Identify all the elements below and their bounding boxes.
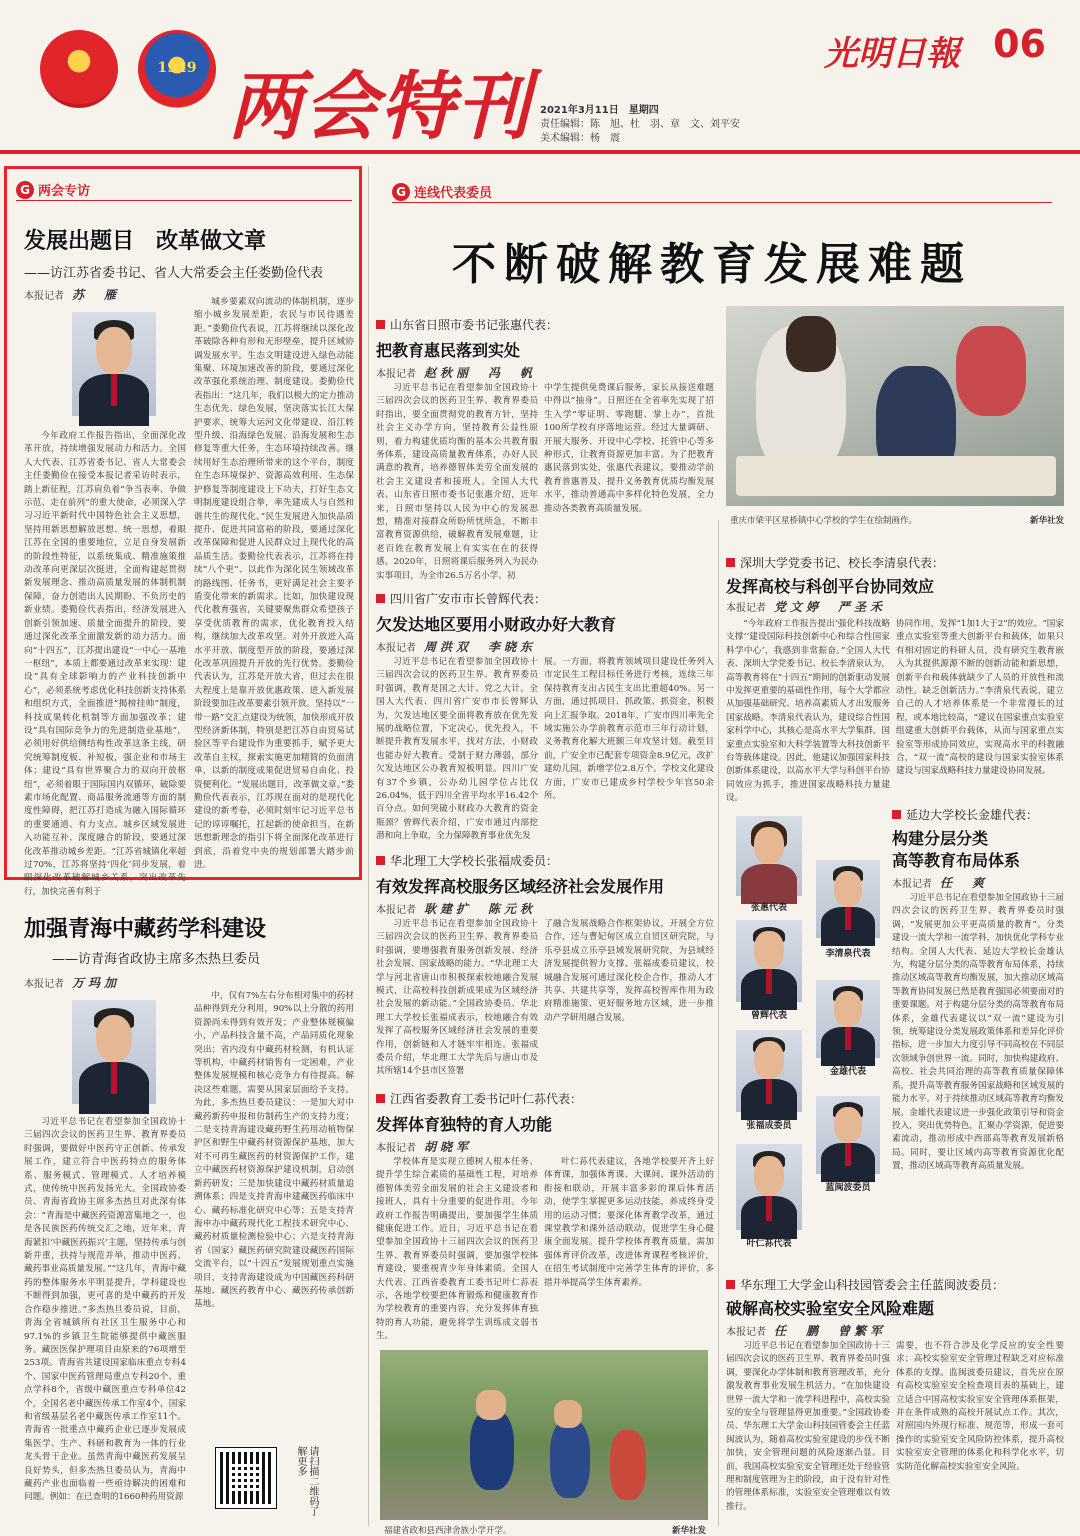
rep-name-caption: 曾辉代表 (750, 1011, 787, 1021)
newspaper-brand-logo: 光明日報 (824, 34, 960, 74)
rep-portrait-li-qingquan (816, 860, 880, 938)
article-title: 发展出题目 改革做文章 (24, 229, 267, 254)
national-emblem-icon (40, 30, 118, 108)
section-label-text: 连线代表委员 (414, 186, 493, 201)
portrait-photo (72, 312, 156, 416)
article-title: 把教育惠民落到实处 (376, 341, 521, 360)
article-body-column: 习近平总书记在看望参加全国政协十三届四次会议的医药卫生界、教育界委员时强调，要增强教育服务创新发展、经济社会发展、国家战略的能力。“华北理工大学与河北省唐山市积极探索校地融合发展模式，让高校科技创新成果成为区域经济社会发展的新动能。”全国政协委员、华北理工大学校长张福成表示，校地融合有效发挥了高校服务区域经济社会发展的重要作用，创新链和人才链牢牢相连。张福成委员介绍，华北理工大学先后与唐山市及其所辖14个县市区签署 (376, 919, 538, 1077)
masthead-rule (0, 150, 1080, 154)
article-title: 发挥高校与科创平台协同效应 (726, 577, 935, 596)
representative-label: 华东理工大学金山科技园管委会主任蓝闽波委员： (726, 1276, 1004, 1293)
qr-caption: 请扫描二维码了解更多 (295, 1446, 318, 1516)
responsible-editors: 责任编辑：陈 旭、杜 羽、章 文、刘平安 (540, 119, 740, 130)
article-body-column: 中学生提供免费课后服务，家长从接送难题中得以“抽身”。日照还在全省率先实现了招生入学“零证明、零跑腿、掌上办”，首批100所学校有序落地运营。经过大量调研、开展大服务、开设中心学校、托管中心等多种形式，让教育资源更加丰富。为了把教育惠民落到实处，张惠代表建议，要推动学前教育普惠普及、提升义务教育优质均衡发展水平，推动普通高中多样化特色发展，全力推动各类教育高质量发展。 (544, 383, 714, 514)
special-edition-title: 两会特刊 (228, 64, 532, 150)
article-body-column: 今年政府工作报告指出，全面深化改革开放，持续增强发展动力和活力。全国人大代表、江苏省委书记、省人大常委会主任娄勤俭在接受本报记者采访时表示，踏上新征程，江苏肩负着“争当表率、争做示范、走在前列”的重大使命，必须深入学习习近平新时代中国特色社会主义思想，坚持用新思想解放思想、统一思想，着眼江苏在全国的重要地位，立足自身发展新的阶段性特征，以系统集成、精准施策推动改革向更深层次挺进，全面构建起贯彻新发展理念、推动高质量发展的体制机制保障，奋力创造出人民期盼、不负历史的新业绩。娄勤俭代表指出，经济发展进入创新引领加速、质量全面提升的阶段，要通过深化改革全面激发新的动力活力。面向“十四五”，江苏提出建设“一中心一基地一枢纽”，本质上都要通过改革来实现：建设“具有全球影响力的产业科技创新中心”，必须系统考虑优化科技创新支持体系和组织方式，全面推进“揭榜挂帅”制度，科技成果转化机制等方面加强改革；建设“具有国际竞争力的先进制造业基地”，必须用好供给侧结构性改革这条主线，研究统筹制度板、补短板，强企业和市场主体；建设“具有世界聚合力的双向开放枢纽”，必须着眼于国际国内双循环，破除要素市场化配置、商品服务流通等方面的制度性障碍，把江苏打造成为融入国际循环的重要通道、有力支点。城乡区域发展进入功能互补、深度融合的阶段，要通过深化改革推动城乡差距。“江苏省城镇化率超过70%，江苏将坚持‘四化’同步发展，着眼深化改革破解城乡关系，突出改革先行，加快完善有利于 (24, 431, 186, 897)
article-body-column: 叶仁荪代表建议，各地学校要开齐上好体育课，加强体育课、大课间、课外活动的衔接和联动，开展丰富多彩的课后体育活动，使学生掌握更多运动技能，养成终身受用的运动习惯；要深化体育教学改革，通过课堂教学和课外活动联动，促进学生身心健康全面发展。提升学校体育教育质量，需加强体育评价改革，改进体育课程考核评价，在招生考试制度中完善学生体育的评价，多措并举提高学生体育素养。 (544, 1157, 714, 1288)
page-number: 06 (993, 22, 1046, 66)
section-label-text: 两会专访 (38, 184, 91, 199)
column-divider (718, 520, 719, 1526)
article-title: 有效发挥高校服务区域经济社会发展作用 (376, 877, 665, 896)
children-school-photo (380, 1350, 708, 1520)
representative-label: 延边大学校长金雄代表： (892, 806, 1038, 823)
photo-caption: 重庆市梁平区星桥镇中心学校的学生在绘制画作。 新华社发 (730, 516, 1064, 526)
art-editor: 美术编辑：杨 震 (540, 133, 620, 144)
article-title: 高等教育布局体系 (892, 851, 1021, 870)
article-body-column: 协同作用，发挥“1加1大于2”的效应。“国家重点实验室等重大创新平台和载体，如果只有相对固定的科研人员，没有研究生教育嵌入为其提供源源不断的创新动能和新思想，创新平台和载体就缺少了人员的开放性和流动性，缺乏创新活力。”李清泉代表说，建立自己的人才培养体系是一个非常漫长的过程，或本地比较高，“建议在国家重点实验室组建重大创新平台载体，从而与国家重点实验室等形成协同效应，实现高水平的科教融合，“双一流”高校的建设与国家实验室体系建设与国家战略科技力量建设协同发展。 (896, 619, 1064, 777)
article-body-column: 习近平总书记在看望参加全国政协十三届四次会议的医药卫生界、教育界委员时强调，“发展更加公平更高质量的教育”。分类建设一流大学和一流学科，加快优化学科专业结构。全国人大代表、延边大学校长金雄认为，构建分层分类的高等教育布局体系，持续推动区域高等教育均衡发展，加大推动区域高等教育协同发展已然是教育强国必须要面对的重要课题。对于构建分层分类的高等教育布局体系，金雄代表建议以“双一流”建设为引领，统筹建设分类发展政策体系和差异化评价指标，进一步加大力度引导不同高校在不同层次领域争创世界一流。同时，加快构建政府、高校、社会共同治理的高等教育质量保障体系，提升高等教育服务国家战略和区域发展的能力水平。对于持续推动区域高等教育均衡发展，金雄代表建议进一步强化政策引导和资金投入，突出优势特色，汇聚办学资源，促进要素流动，推动形成中西部高等教育发展新格局。同时，要让区域内高等教育资源优化配置，推动区域高等教育高质量发展。 (892, 893, 1064, 1172)
students-painting-photo (726, 306, 1064, 506)
article-byline: 本报记者 胡晓军 (376, 1140, 473, 1154)
article-title: 加强青海中藏药学科建设 (24, 917, 267, 942)
article-body-column: 了融合发展战略合作框架协议，开展全方位合作，还与曹妃甸区成立自贸区研究院，与乐亭县成立乐亭县域发展研究院，为县域经济发展提供智力支撑。张福成委员建议，校城融合发展可通过深化校企合作，推动人才共享、共建共享等，发挥高校智库作用为政府精准施策、更好服务地方区域，进一步推动产学研用融合发展。 (544, 919, 714, 1023)
rep-name-caption: 张惠代表 (750, 903, 787, 913)
rep-portrait-zhang-hui (736, 816, 802, 896)
rep-portrait-lan-minbo (816, 1096, 880, 1174)
representative-label: 江西省委教育工委书记叶仁荪代表： (376, 1090, 582, 1107)
article-byline: 本报记者 党文婷 严圣禾 (726, 600, 887, 614)
article-byline: 本报记者 苏 雁 (24, 288, 121, 302)
article-title: 欠发达地区要用小财政办好大教育 (376, 615, 617, 634)
article-title: 发挥体育独特的育人功能 (376, 1115, 553, 1134)
rep-name-caption: 张福成委员 (746, 1121, 792, 1131)
article-byline: 本报记者 赵秋丽 冯 帆 (376, 366, 537, 380)
representative-label: 深圳大学党委书记、校长李清泉代表： (726, 554, 944, 571)
article-body-column: 展。一方面，将教育领域项目建设任务列入市定民生工程目标任务进行考核，连续三年保持教育支出占民生支出比重超40%。另一方面，通过抓项目、抓政策、抓资金，积极向上汇报争取。2018年，广安市四川率先全域实施公办学前教育示范市三年行动计划，义务教育化解大班额三年攻坚计划。截至目前，广安全市已配套专项资金8.9亿元，改扩建幼儿园，新增学位2.8万个。学校文化建设方面，广安市已建成乡村学校少年宫50余所。 (544, 657, 714, 802)
section-label-reps (392, 182, 492, 201)
article-body-column: 中，仅有7%左右分布相对集中的药材品种得到充分利用，90%以上分散的药用资源尚未得到有效开发；产业整体规模偏小，产品科技含量不高，产品同质化现象突出；省内没有中藏药材检测，有机认证等机构，中藏药材销售有一定困难，产业整体发展规模和核心竞争力有待提高。解决这些难题，需要从国家层面给予支持。为此，多杰热旦委员建议：一是加大对中藏药新药申报和仿制药生产的支持力度；二是支持青海建设藏药野生药用动植物保护区和野生中藏药材资源保护基地，加大对不可再生藏医药的材资源保护工作，建立中藏医药材资源保护建设机制，启动创新药研发；三是加快建设中藏药材质量追溯体系；四是支持青海申建藏医药临床中心、藏药标准化研究中心等；五是支持青海申办中藏药现代化工程技术研究中心、藏药材质量检测检验中心；六是支持青海省（国家）藏医药研究院建设藏医药国际交流平台，以“十四五”发展规划重点实施项目，支持青海建设成为中国藏医药科研基地、藏医药教育中心、藏医药传承创新基地。 (194, 991, 354, 1310)
rep-name-caption: 叶仁荪代表 (746, 1239, 792, 1249)
rep-name-caption: 蓝闽波委员 (825, 1183, 871, 1193)
article-body-column: 习近平总书记在看望参加全国政协十三届四次会议的医药卫生界、教育界委员时强调，要做好中医药守正创新、传承发展工作，建立符合中医药特点的服务体系、服务模式、管理模式、人才培养模式，使传统中医药发扬光大。全国政协委员、青海省政协主席多杰热旦对此深有体会：“青海是中藏医药资源富集地之一，也是各民族医药传统交汇之地，近年来，青海紧扣‘中藏医药振兴’主题，坚持传承与创新并重，扶持与规范并举，推动中医药、藏药事业高质量发展。”“这几年，青海中藏药的整体服务水平明显提升，学科建设也不断得到加强，更可喜的是中藏药的开发合作稳步推进。”多杰热旦委员说，目前，青海全省城镇所有社区卫生服务中心和97.1%的乡镇卫生院能够提供中藏医服务。藏医医保护理项目由原来的76项增至253项。青海省共建设国家临床重点专科4个、国家中医药管理局重点专科20个、重点学科8个，省级中藏医重点专科单位42个，全国名老中藏医传承工作室4个，国家和省级基层名老中藏医传承工作室11个。青海省一批重点中藏药企业已逐步发展成集医学、生产、科研和教育为一体的行业龙头骨干企业。虽然青海中藏医药发展呈良好势头，但多杰热旦委员认为，青海中藏药产业也面临着一些亟待解决的困难和问题。例如：在已查明的1660种药用资源 (24, 1117, 186, 1503)
feature-main-title: 不断破解教育发展难题 (452, 239, 972, 290)
section-label-interview (16, 180, 90, 199)
article-title: 破解高校实验室安全风险难题 (726, 1299, 935, 1318)
edition-info (540, 104, 740, 146)
section-rule (16, 200, 352, 201)
qr-code[interactable] (216, 1448, 276, 1508)
article-body-column: 学校体育是实现立德树人根本任务、提升学生综合素质的基础性工程，对培养德智体美劳全面发展的社会主义建设者和接班人，具有十分重要的促进作用。今年政府工作报告明确提出，要加强学生体质健康促进工作。近日，习近平总书记在看望参加全国政协十三届四次会议的医药卫生界、教育界委员时强调，要加强学校体育建设，要重视青少年身体素质。全国人大代表、江西省委教育工委书记叶仁荪表示，各地学校要把体育锻炼和健康教育作为学校教育的重要内容，充分发挥体育独特的育人功能，避免将学生训练成文弱书生。 (376, 1157, 538, 1342)
column-divider (368, 166, 369, 1526)
rep-portrait-zhang-fucheng (736, 1030, 802, 1112)
section-rule (392, 202, 1052, 203)
article-body-column: 习近平总书记在看望参加全国政协十三届四次会议的医药卫生界、教育界委员时强调，教育是国之大计、党之大计。全国人大代表、四川省广安市市长曾辉认为，欠发达地区要全面将教育放在优先发展的战略位置，下定决心，优先投入，不断提升教育发展水平，找对方法，小财政也能办好大教育。受制于财力薄弱，部分欠发达地区公办教育短板明显。四川广安有37个乡镇，公办幼儿园学位占比仅26.04%，低于四川全省平均水平16.42个百分点。如何突破小财政办大教育的资金瓶颈？曾辉代表介绍，广安市通过内部挖潜和向上争取，全力保障教育事业优先发 (376, 657, 538, 842)
section-g-icon: G (392, 183, 410, 201)
rep-portrait-jin-xiong (816, 980, 880, 1058)
article-body-column: 城乡要素双向流动的体制机制，逐步缩小城乡发展差距，农民与市民待遇差距。”娄勤俭代表说，江苏将继续以深化改革破除各种有形和无形壁垒，提升区域协调发展水平。生态文明建设进入绿色动能集聚、环境加速改善的阶段，要通过深化改革强化系统治理、制度建设。娄勤俭代表指出：“这几年，我们以极大的定力推动生态优先、绿色发展，坚决落实长江大保护要求，统筹大运河文化带建设、沿江转型升级、沿海绿色发展、沿海发展和生态修复等重大任务，生态环境持续改善。继续用好生态治理所带来的这个平台，制度在生态环境保护、资源高效利用、生态保护修复等制度建设上下功夫，打好生态文明制度建设组合拳，率先建成人与自然和谐共生的现代化。”民生发展进入加快品质提升、促进共同富裕的阶段，要通过深化改革保障和促进人民群众过上现代化的高品质生活。娄勤俭代表表示，江苏将在持续“八个更”、以此作为深化民生领域改革的路线图、任务书，更好满足社会主要矛盾变化带来的新需求。比如，加快建设现代化教育强省，关键要聚焦群众希望孩子享受优质教育的需求，优化教育投入结构，继续加大改革攻坚。对外开放进入高水平开放、制度型开放的阶段，要通过深化改革巩固提升开放的先行优势。娄勤俭代表认为，江苏是开放大省，但过去在很大程度上是靠开放优惠政策、进入新发展阶段要加注改革要素引领开放。坚持以“一带一路”交汇点建设为统领，加快形成开放型经济新体制，特别是把江苏自由贸易试验区等平台建设作为重要抓手，赋予更大改革自主权，探索实施更加精简的负面清单，以新的制度成果促进贸易自由化、投资便利化。“发展出题目，改革做文章。”娄勤俭代表表示，江苏现在面对的是现代化建设的新考卷，必须时刻牢记习近平总书记的谆谆嘱托，扛起新的使命担当，在新思想新理念的指引下将全面深化改革进行到底，沿着党中央的规划部署大踏步前进。 (194, 297, 354, 871)
article-byline: 本报记者 任 爽 (892, 876, 989, 890)
article-subtitle: ——访江苏省委书记、省人大常委会主任娄勤俭代表 (24, 266, 324, 281)
representative-label: 四川省广安市市长曾辉代表： (376, 590, 546, 607)
rep-portrait-ye-rensun (736, 1144, 802, 1230)
article-byline: 本报记者 耿建扩 陈元秋 (376, 902, 537, 916)
article-body-column: “今年政府工作报告提出‘强化科技战略支撑’‘建设国际科技创新中心和综合性国家科学中心’，我感到非常振奋。”全国人大代表、深圳大学党委书记、校长李清泉认为，高等教育将在“十四五”期间的创新驱动发展中发挥更重要的基础性作用，每个大学都应从加强基础研究、培养高素质人才出发服务国家战略。李清泉代表认为，建设综合性国家科学中心，其核心是高水平大学集群，国家重点实验室和大科学装置等大科技创新平台等载体建设。因此，他建议加强国家科技创新体系建设，以高水平大学与科创平台协同效应为抓手，推进国家战略科技力量建设。 (726, 619, 890, 804)
photo-caption: 福建省政和县西津舍族小学开学。 新华社发 (384, 1526, 706, 1536)
article-byline: 本报记者 万玛加 (24, 976, 121, 990)
article-body-column: 习近平总书记在看望参加全国政协十三届四次会议的医药卫生界、教育界委员时指出，要全面贯彻党的教育方针，坚持社会主义办学方向，坚持教育公益性原则，着力构建优质均衡的基本公共教育服务体系，建设高质量教育体系，办好人民满意的教育，培养德智体美劳全面发展的社会主义建设者和接班人。全国人大代表、山东省日照市委书记张惠介绍，近年来，日照市坚持以人民为中心的发展思想，精准对接群众所盼所忧所急，不断丰富教育资源供给，破解教育发展难题，让老百姓在教育发展上有实实在在的获得感。2020年，日照将课后服务列入为民办实事项目，为全市26.5万名小学、初 (376, 383, 538, 581)
article-title: 构建分层分类 (892, 829, 989, 848)
section-g-icon: G (16, 181, 34, 199)
representative-label: 华北理工大学校长张福成委员： (376, 852, 558, 869)
portrait-photo (72, 1000, 156, 1104)
article-byline: 本报记者 任 鹏 曾繁军 (726, 1324, 887, 1338)
masthead (0, 0, 1080, 158)
cppcc-emblem-icon: 1949 (138, 30, 216, 108)
article-body-column: 习近平总书记在看望参加全国政协十三届四次会议的医药卫生界、教育界委员时强调，要深化办学体制和教育管理改革，充分激发教育事业发展生机活力。“在加快建设世界一流大学和一流学科进程中，高校实验室的安全与管理显得更加重要。”全国政协委员、华东理工大学金山科技园管委会主任蓝闽波认为，随着高校实验室建设的步伐不断加快，安全管理问题的风险逐渐凸显。目前，我国高校实验室安全管理还处于经验管理和制度管理为主的阶段，由于没有针对性的管理体系标准，实验室安全管理难以有效推行。 (726, 1341, 890, 1512)
article-byline: 本报记者 周洪双 李晓东 (376, 640, 537, 654)
issue-date: 2021年3月11日 星期四 (540, 105, 659, 116)
article-body-column: 需要，也不符合涉及化学反应的安全性要求；高校实验室安全管理过程缺乏对应标准体系的支撑。监闽波委员建议，首先应在原有高校实验室安全检查项目表的基础上，建立适合中国高校实验室安全管理体系框架，并在条件成熟的高校开展试点工作。其次，对照国内外现行标准、规范等，形成一套可操作的实验室安全风险防控体系，提升高校实验室安全管理的体系化和科学化水平，切实防范化解高校实验室安全风险。 (896, 1341, 1064, 1472)
article-subtitle: ——访青海省政协主席多杰热旦委员 (52, 952, 261, 967)
rep-name-caption: 金雄代表 (829, 1067, 866, 1077)
rep-portrait-zeng-hui (736, 920, 802, 1002)
rep-name-caption: 李清泉代表 (825, 949, 871, 959)
representative-label: 山东省日照市委书记张惠代表： (376, 316, 558, 333)
